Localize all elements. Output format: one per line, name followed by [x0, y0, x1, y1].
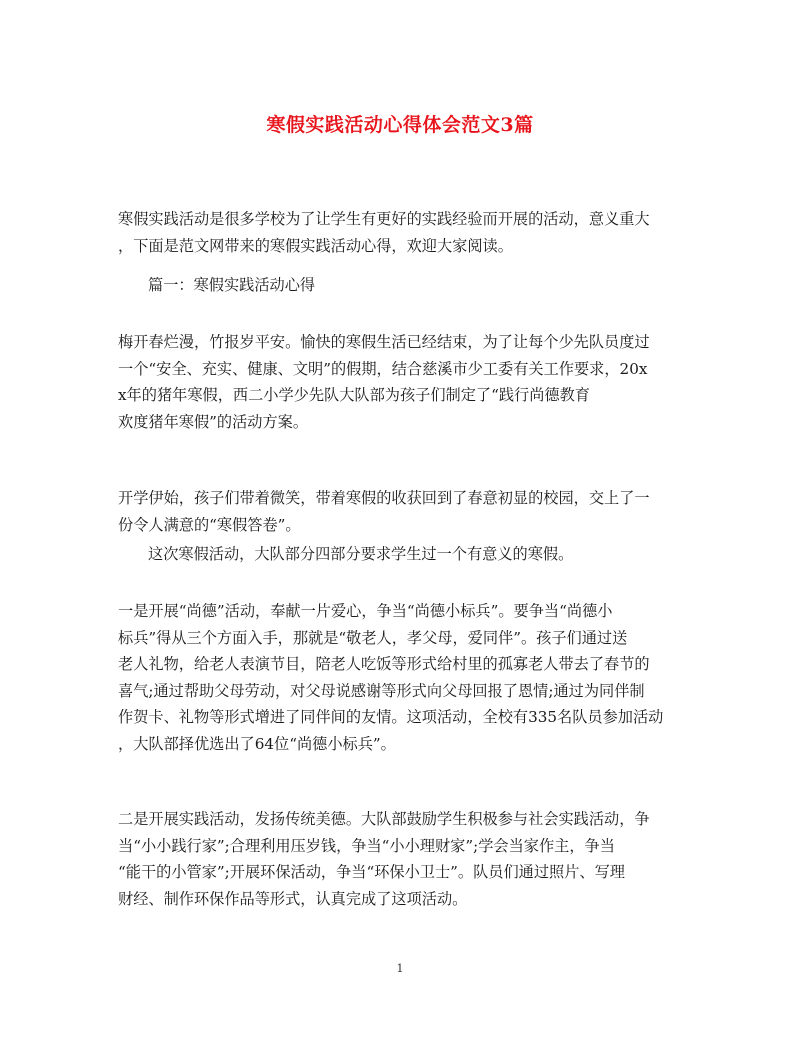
section-heading: 篇一：寒假实践活动心得	[148, 276, 316, 294]
document-title: 寒假实践活动心得体会范文3篇	[266, 114, 534, 136]
intro-paragraph: 寒假实践活动是很多学校为了让学生有更好的实践经验而开展的活动，意义重大 ，下面是范文网带来的寒假实践活动心得，欢迎大家阅读。	[118, 210, 650, 255]
body-paragraph: 一是开展“尚德”活动，奉献一片爱心，争当“尚德小标兵”。要争当“尚德小 标兵”得从三个方面入手，那就是“敬老人，孝父母，爱同伴”。孩子们通过送 老人礼物，给老人表演节目，陪老人吃饭等形式给村里的孤寡老人带去了春节的 喜气;通过帮助父母劳动，对父母说感谢等形式向父母回报了恩情;通过为同伴制 作贺卡、礼物等形式增进了同伴间的友情。这项活动，全校有335名队员参加活动 ，大队部择优选出了64位“尚德小标兵”。	[118, 602, 664, 753]
body-paragraph: 这次寒假活动，大队部分四部分要求学生过一个有意义的寒假。	[148, 545, 574, 563]
body-paragraph: 二是开展实践活动，发扬传统美德。大队部鼓励学生积极参与社会实践活动，争 当“小小践行家”;合理利用压岁钱，争当“小小理财家”;学会当家作主，争当 “能干的小管家”;开展环保活动，争当“环保小卫士”。队员们通过照片、写理 财经、制作环保作品等形式，认真完成了这项活动。	[118, 810, 650, 908]
body-paragraph: 梅开春烂漫，竹报岁平安。愉快的寒假生活已经结束，为了让每个少先队员度过 一个“安全、充实、健康、文明”的假期，结合慈溪市少工委有关工作要求，20x x年的猪年寒假，西二小学少先队大队部为孩子们制定了“践行尚德教育 欢度猪年寒假”的活动方案。	[118, 333, 650, 431]
body-paragraph: 开学伊始，孩子们带着微笑，带着寒假的收获回到了春意初显的校园，交上了一 份令人满意的“寒假答卷”。	[118, 489, 650, 534]
page-number: 1	[396, 962, 404, 975]
